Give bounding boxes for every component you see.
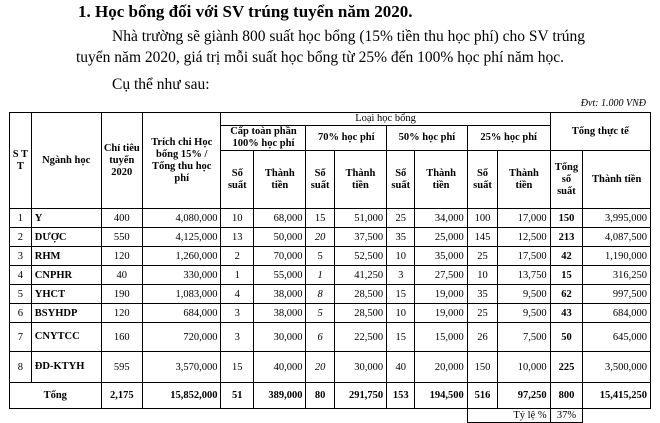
cell-amount-70: 37,500	[334, 228, 386, 247]
cell-amount-50: 34,000	[415, 209, 467, 228]
cell-fund: 684,000	[142, 304, 220, 323]
table-row	[10, 266, 651, 285]
unit-note: Đvt: 1.000 VNĐ	[580, 98, 646, 109]
cell-amount-70: 30,000	[334, 352, 386, 383]
cell-major: CNPHR	[31, 266, 101, 285]
cell-fund: 330,000	[142, 266, 220, 285]
cell-amount-25: 10,000	[498, 352, 550, 383]
cell-count-100: 13	[221, 228, 254, 247]
total-fund: 15,852,000	[142, 383, 220, 409]
cell-total-amount: 3,500,000	[583, 352, 651, 383]
header-quota: Chỉ tiêu tuyển 2020	[101, 113, 142, 209]
cell-amount-50: 15,000	[415, 323, 467, 352]
cell-amount-100: 38,000	[254, 304, 306, 323]
header-amount-70: Thành tiền	[334, 151, 386, 209]
cell-count-100: 2	[221, 247, 254, 266]
cell-amount-25: 12,500	[498, 228, 550, 247]
cell-count-100: 3	[221, 323, 254, 352]
cell-count-25: 145	[467, 228, 498, 247]
cell-total-amount: 684,000	[583, 304, 651, 323]
header-count-100: Số suất	[221, 151, 254, 209]
total-amount-70: 291,750	[334, 383, 386, 409]
cell-amount-25: 17,500	[498, 247, 550, 266]
ratio-value: 37%	[550, 409, 583, 423]
total-amount-50: 194,500	[415, 383, 467, 409]
cell-amount-25: 7,500	[498, 323, 550, 352]
cell-amount-70: 28,500	[334, 304, 386, 323]
cell-count-70: 5	[306, 247, 334, 266]
cell-total-count: 43	[550, 304, 583, 323]
header-count-25: Số suất	[467, 151, 498, 209]
cell-count-70: 8	[306, 285, 334, 304]
cell-count-100: 4	[221, 285, 254, 304]
cell-count-25: 25	[467, 247, 498, 266]
cell-amount-25: 17,000	[498, 209, 550, 228]
cell-amount-70: 28,500	[334, 285, 386, 304]
cell-stt: 5	[10, 285, 32, 304]
cell-count-50: 35	[387, 228, 415, 247]
cell-count-25: 26	[467, 323, 498, 352]
cell-count-70: 20	[306, 228, 334, 247]
cell-quota: 120	[101, 247, 142, 266]
cell-major: YHCT	[31, 285, 101, 304]
cell-amount-100: 68,000	[254, 209, 306, 228]
table-row	[10, 209, 651, 228]
ratio-spacer-end	[583, 409, 651, 423]
cell-count-50: 25	[387, 209, 415, 228]
cell-quota: 595	[101, 352, 142, 383]
cell-count-25: 10	[467, 266, 498, 285]
cell-count-50: 15	[387, 285, 415, 304]
table-row	[10, 352, 651, 383]
header-70: 70% học phí	[306, 126, 387, 151]
cell-count-100: 3	[221, 304, 254, 323]
cell-count-100: 15	[221, 352, 254, 383]
ratio-spacer	[10, 409, 468, 423]
header-total-count: Tổng số suất	[550, 151, 583, 209]
cell-quota: 40	[101, 266, 142, 285]
cell-stt: 1	[10, 209, 32, 228]
intro-paragraph	[76, 26, 656, 68]
table-row	[10, 285, 651, 304]
header-amount-25: Thành tiền	[498, 151, 550, 209]
cell-quota: 550	[101, 228, 142, 247]
cell-stt: 6	[10, 304, 32, 323]
cell-stt: 7	[10, 323, 32, 352]
ratio-label: Tỷ lệ %	[467, 409, 550, 423]
cell-stt: 8	[10, 352, 32, 383]
total-count-100: 51	[221, 383, 254, 409]
header-stt: S T T	[10, 113, 32, 209]
header-total-actual: Tổng thực tế	[550, 113, 650, 151]
cell-total-amount: 3,995,000	[583, 209, 651, 228]
cell-total-count: 213	[550, 228, 583, 247]
header-amount-50: Thành tiền	[415, 151, 467, 209]
table-row	[10, 247, 651, 266]
cell-quota: 190	[101, 285, 142, 304]
total-count-50: 153	[387, 383, 415, 409]
cell-count-25: 25	[467, 304, 498, 323]
table-row	[10, 323, 651, 352]
total-row	[10, 383, 651, 409]
cell-major: BSYHDP	[31, 304, 101, 323]
cell-count-50: 40	[387, 352, 415, 383]
cell-total-count: 15	[550, 266, 583, 285]
cell-stt: 4	[10, 266, 32, 285]
cell-amount-25: 9,500	[498, 285, 550, 304]
cell-count-25: 150	[467, 352, 498, 383]
header-row-1	[10, 113, 651, 126]
cell-stt: 3	[10, 247, 32, 266]
header-50: 50% học phí	[387, 126, 468, 151]
total-label: Tổng	[10, 383, 102, 409]
cell-count-50: 15	[387, 323, 415, 352]
cell-total-amount: 997,500	[583, 285, 651, 304]
cell-count-70: 1	[306, 266, 334, 285]
header-amount-100: Thành tiền	[254, 151, 306, 209]
cell-amount-50: 27,500	[415, 266, 467, 285]
total-total-count: 800	[550, 383, 583, 409]
cell-fund: 720,000	[142, 323, 220, 352]
cell-amount-100: 55,000	[254, 266, 306, 285]
cell-total-amount: 316,250	[583, 266, 651, 285]
cell-amount-50: 35,000	[415, 247, 467, 266]
table-row	[10, 304, 651, 323]
cell-major: DƯỢC	[31, 228, 101, 247]
paragraph-line-2: tuyển năm 2020, giá trị mỗi suất học bổng từ 25% đến 100% học phí năm học.	[76, 49, 564, 66]
header-total-amount: Thành tiền	[583, 151, 651, 209]
header-fund: Trích chi Học bổng 15% / Tổng thu học phí	[142, 113, 220, 209]
cell-count-100: 1	[221, 266, 254, 285]
cell-fund: 1,260,000	[142, 247, 220, 266]
cell-fund: 4,080,000	[142, 209, 220, 228]
cell-count-70: 6	[306, 323, 334, 352]
cell-stt: 2	[10, 228, 32, 247]
cell-quota: 120	[101, 304, 142, 323]
paragraph-line-1: Nhà trường sẽ giành 800 suất học bổng (15% tiền thu học phí) cho SV trúng	[112, 28, 586, 45]
cell-count-70: 15	[306, 209, 334, 228]
total-amount-25: 97,250	[498, 383, 550, 409]
cell-major: CNYTCC	[31, 323, 101, 352]
cell-major: ĐD-KTYH	[31, 352, 101, 383]
scholarship-table	[9, 112, 651, 423]
cell-count-50: 3	[387, 266, 415, 285]
cell-count-25: 35	[467, 285, 498, 304]
cell-amount-100: 30,000	[254, 323, 306, 352]
header-full: Cấp toàn phần 100% học phí	[221, 126, 306, 151]
header-count-70: Số suất	[306, 151, 334, 209]
cell-amount-70: 51,000	[334, 209, 386, 228]
cell-major: RHM	[31, 247, 101, 266]
cell-amount-100: 50,000	[254, 228, 306, 247]
cell-fund: 1,083,000	[142, 285, 220, 304]
total-total-amount: 15,415,250	[583, 383, 651, 409]
total-count-25: 516	[467, 383, 498, 409]
cell-amount-50: 19,000	[415, 304, 467, 323]
cell-count-50: 10	[387, 304, 415, 323]
cell-amount-25: 13,750	[498, 266, 550, 285]
cell-amount-25: 9,500	[498, 304, 550, 323]
cell-amount-70: 22,500	[334, 323, 386, 352]
cell-fund: 4,125,000	[142, 228, 220, 247]
cell-amount-100: 70,000	[254, 247, 306, 266]
cell-count-70: 20	[306, 352, 334, 383]
cell-count-50: 10	[387, 247, 415, 266]
cell-amount-70: 52,500	[334, 247, 386, 266]
cell-total-amount: 645,000	[583, 323, 651, 352]
section-heading: 1. Học bổng đối với SV trúng tuyển năm 2020.	[78, 2, 413, 21]
cell-amount-100: 38,000	[254, 285, 306, 304]
cell-major: Y	[31, 209, 101, 228]
cell-fund: 3,570,000	[142, 352, 220, 383]
cell-total-count: 62	[550, 285, 583, 304]
cell-total-amount: 4,087,500	[583, 228, 651, 247]
cell-total-amount: 1,190,000	[583, 247, 651, 266]
cell-amount-50: 25,000	[415, 228, 467, 247]
total-count-70: 80	[306, 383, 334, 409]
total-amount-100: 389,000	[254, 383, 306, 409]
header-major: Ngành học	[31, 113, 101, 209]
cell-quota: 400	[101, 209, 142, 228]
cell-amount-100: 40,000	[254, 352, 306, 383]
cell-count-100: 10	[221, 209, 254, 228]
cell-amount-50: 19,000	[415, 285, 467, 304]
cell-total-count: 42	[550, 247, 583, 266]
table-row	[10, 228, 651, 247]
cell-amount-70: 41,250	[334, 266, 386, 285]
details-intro: Cụ thể như sau:	[112, 76, 210, 93]
header-scholarship-type: Loại học bổng	[221, 113, 550, 126]
header-25: 25% học phí	[467, 126, 550, 151]
total-quota: 2,175	[101, 383, 142, 409]
cell-amount-50: 20,000	[415, 352, 467, 383]
cell-count-25: 100	[467, 209, 498, 228]
cell-total-count: 150	[550, 209, 583, 228]
cell-count-70: 5	[306, 304, 334, 323]
header-count-50: Số suất	[387, 151, 415, 209]
ratio-row	[10, 409, 651, 423]
cell-total-count: 225	[550, 352, 583, 383]
cell-total-count: 50	[550, 323, 583, 352]
cell-quota: 160	[101, 323, 142, 352]
